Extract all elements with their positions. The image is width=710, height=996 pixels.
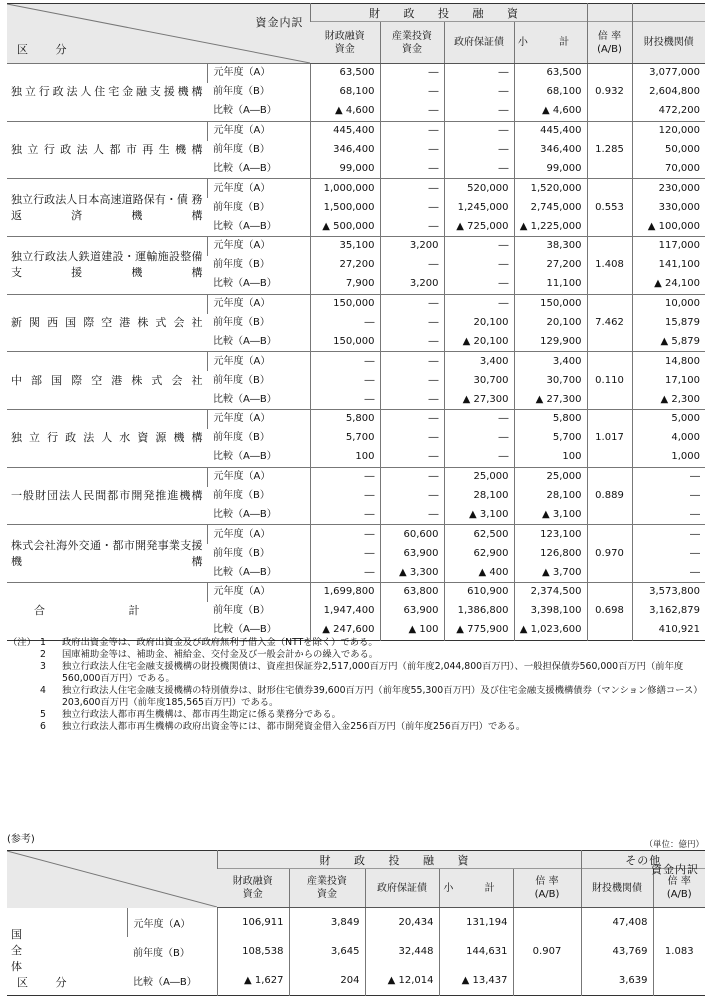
ref-cell: 131,194 <box>439 908 513 938</box>
header-yushi: 財政融資 資金 <box>310 22 380 64</box>
value-cell: 3,398,100 <box>514 602 587 621</box>
value-cell: ― <box>380 467 444 486</box>
note-lead <box>8 649 40 661</box>
value-cell: 63,500 <box>514 64 587 83</box>
note-text: 独立行政法人都市再生機構は、都市再生勘定に係る業務分である。 <box>62 709 341 720</box>
value-cell: 17,100 <box>632 371 705 390</box>
value-cell: 20,100 <box>444 314 514 333</box>
value-cell: ― <box>380 198 444 217</box>
value-cell: 28,100 <box>444 487 514 506</box>
value-cell: 150,000 <box>310 332 380 351</box>
note-lead: （注） <box>8 637 36 648</box>
value-cell: ― <box>310 352 380 371</box>
ratio-cell: 0.970 <box>587 525 632 583</box>
ref-header-corner-top: 資金内訳 <box>651 862 699 876</box>
header-shokei: 小 計 <box>514 22 587 64</box>
row-label: 前年度（B） <box>213 605 270 617</box>
row-label: 元年度（A） <box>207 64 310 83</box>
value-cell: ― <box>444 159 514 178</box>
value-cell: ― <box>444 410 514 429</box>
value-cell: ― <box>310 525 380 544</box>
value-cell: 5,700 <box>310 429 380 448</box>
value-cell: ― <box>632 544 705 563</box>
value-cell: ― <box>632 505 705 524</box>
ref-cell: ▲ 1,627 <box>217 966 289 996</box>
table-row <box>7 352 705 371</box>
value-cell: ▲ 4,600 <box>514 102 587 121</box>
value-cell: 30,700 <box>444 371 514 390</box>
value-cell: ― <box>380 505 444 524</box>
value-cell: ― <box>380 64 444 83</box>
value-cell: ― <box>380 448 444 467</box>
row-label: 前年度（B） <box>213 86 270 98</box>
value-cell: 62,900 <box>444 544 514 563</box>
ref-header-sangyo: 産業投資 資金 <box>289 869 365 908</box>
header-corner-bottom: 区 分 <box>17 43 79 56</box>
value-cell: 346,400 <box>514 141 587 160</box>
ref-row-label: 元年度（A） <box>127 908 217 938</box>
ratio-cell: 1.408 <box>587 237 632 295</box>
value-cell: 1,500,000 <box>310 198 380 217</box>
value-cell: ― <box>380 390 444 409</box>
value-cell: ― <box>444 448 514 467</box>
value-cell: ▲ 1,023,600 <box>514 621 587 640</box>
value-cell: ― <box>444 102 514 121</box>
value-cell: 445,400 <box>514 121 587 140</box>
note-number: 4 <box>40 685 46 696</box>
ratio-cell: 0.932 <box>587 64 632 122</box>
value-cell: ― <box>380 332 444 351</box>
value-cell: 141,100 <box>632 256 705 275</box>
header-corner <box>7 4 310 64</box>
row-label: 元年度（A） <box>207 583 310 602</box>
notes <box>8 637 704 733</box>
row-label: 比較（A―B） <box>213 508 277 520</box>
note-text: 独立行政法人住宅金融支援機構の特別債券は、財形住宅債券39,600百万円（前年度55,300百万円）及び住宅金融支援機構債券（マンション修繕コース）203,600百万円（前年度185,565百万円）である。 <box>62 685 703 708</box>
value-cell: 10,000 <box>632 294 705 313</box>
value-cell: 126,800 <box>514 544 587 563</box>
value-cell: ― <box>380 141 444 160</box>
value-cell: ― <box>380 83 444 102</box>
value-cell: ― <box>380 217 444 236</box>
value-cell: 346,400 <box>310 141 380 160</box>
value-cell: 11,100 <box>514 275 587 294</box>
value-cell: ▲ 725,000 <box>444 217 514 236</box>
row-label: 前年度（B） <box>213 490 270 502</box>
ref-cell: 3,639 <box>581 966 653 996</box>
row-label: 元年度（A） <box>207 294 310 313</box>
value-cell: ▲ 400 <box>444 563 514 582</box>
table-row <box>7 64 705 83</box>
value-cell: 445,400 <box>310 121 380 140</box>
value-cell: 330,000 <box>632 198 705 217</box>
header-sangyo: 産業投資 資金 <box>380 22 444 64</box>
ratio-cell: 1.017 <box>587 410 632 468</box>
org-name: 独立行政法人日本高速道路保有・債 務 返 済 機 構 <box>7 179 207 237</box>
value-cell: ― <box>444 237 514 256</box>
ref-cell: 106,911 <box>217 908 289 938</box>
ref-cell: 144,631 <box>439 937 513 966</box>
value-cell: 3,077,000 <box>632 64 705 83</box>
value-cell: 2,745,000 <box>514 198 587 217</box>
row-label: 比較（A―B） <box>213 278 277 290</box>
row-label: 元年度（A） <box>207 525 310 544</box>
row-label: 比較（A―B） <box>213 566 277 578</box>
ratio-cell: 0.553 <box>587 179 632 237</box>
value-cell: ― <box>310 467 380 486</box>
row-label: 比較（A―B） <box>213 624 277 636</box>
value-cell: 3,200 <box>380 237 444 256</box>
value-cell: ― <box>310 563 380 582</box>
note-number: 2 <box>40 649 46 660</box>
value-cell: 5,800 <box>310 410 380 429</box>
row-label: 前年度（B） <box>213 547 270 559</box>
value-cell: ― <box>310 487 380 506</box>
org-name: 独立行政法人水資源機構 <box>7 410 207 468</box>
main-table-body <box>7 64 705 641</box>
value-cell: 38,300 <box>514 237 587 256</box>
row-label: 比較（A―B） <box>213 335 277 347</box>
row-label: 元年度（A） <box>207 179 310 198</box>
value-cell: 7,900 <box>310 275 380 294</box>
value-cell: 28,100 <box>514 487 587 506</box>
value-cell: 1,699,800 <box>310 583 380 602</box>
value-cell: 123,100 <box>514 525 587 544</box>
value-cell: ― <box>444 83 514 102</box>
value-cell: 35,100 <box>310 237 380 256</box>
value-cell: 2,604,800 <box>632 83 705 102</box>
row-label: 前年度（B） <box>213 201 270 213</box>
value-cell: ― <box>310 314 380 333</box>
ratio-cell: 1.285 <box>587 121 632 179</box>
ref-header-shokei: 小 計 <box>439 869 513 908</box>
value-cell: 14,800 <box>632 352 705 371</box>
value-cell: ― <box>632 467 705 486</box>
value-cell: ▲ 775,900 <box>444 621 514 640</box>
table-row <box>7 294 705 313</box>
table-row <box>7 467 705 486</box>
table-row <box>7 237 705 256</box>
value-cell: 1,947,400 <box>310 602 380 621</box>
ratio-cell: 0.698 <box>587 583 632 641</box>
header-blank-ratio <box>587 4 632 22</box>
ref-header-other-group: その他 <box>581 851 705 869</box>
value-cell: 62,500 <box>444 525 514 544</box>
row-label: 前年度（B） <box>213 144 270 155</box>
ref-org-name: 国 全 体 <box>11 928 52 974</box>
value-cell: ― <box>380 487 444 506</box>
value-cell: 5,700 <box>514 429 587 448</box>
table-row <box>7 179 705 198</box>
org-name: 新関西国際空港株式会社 <box>7 294 207 352</box>
header-corner-top: 資金内訳 <box>255 16 304 29</box>
org-name: 合 計 <box>7 583 207 641</box>
note-text: 独立行政法人住宅金融支援機構の財投機関債は、資産担保証券2,517,000百万円（前年度2,044,800百万円）、一般担保債券560,000百万円（前年度560,000百万円）である。 <box>62 661 684 684</box>
value-cell: ― <box>380 294 444 313</box>
value-cell: 63,800 <box>380 583 444 602</box>
reference-title: (参考) <box>7 834 35 845</box>
note-number: 3 <box>40 661 46 672</box>
note-item <box>8 661 704 685</box>
table-row <box>7 525 705 544</box>
ref-ratio2: 1.083 <box>653 908 705 996</box>
value-cell: 150,000 <box>514 294 587 313</box>
ref-row-label: 比較（A―B） <box>133 977 197 988</box>
ref-ratio: 0.907 <box>513 908 581 996</box>
value-cell: ― <box>310 544 380 563</box>
value-cell: 472,200 <box>632 102 705 121</box>
value-cell: ― <box>444 275 514 294</box>
value-cell: 30,700 <box>514 371 587 390</box>
value-cell: ▲ 100 <box>380 621 444 640</box>
value-cell: 150,000 <box>310 294 380 313</box>
value-cell: ▲ 4,600 <box>310 102 380 121</box>
row-label: 比較（A―B） <box>213 105 277 117</box>
reference-unit: （単位：億円） <box>644 840 704 850</box>
value-cell: ― <box>380 102 444 121</box>
value-cell: 3,573,800 <box>632 583 705 602</box>
value-cell: 63,900 <box>380 602 444 621</box>
value-cell: ― <box>632 563 705 582</box>
ratio-cell: 7.462 <box>587 294 632 352</box>
value-cell: 2,374,500 <box>514 583 587 602</box>
row-label: 前年度（B） <box>213 259 270 271</box>
note-item <box>8 721 704 733</box>
value-cell: 63,500 <box>310 64 380 83</box>
row-label: 元年度（A） <box>207 352 310 371</box>
ref-header-kikan: 財投機関債 <box>581 869 653 908</box>
header-kikan: 財投機関債 <box>632 22 705 64</box>
row-label: 比較（A―B） <box>213 162 277 174</box>
value-cell: ― <box>444 121 514 140</box>
ref-cell: 47,408 <box>581 908 653 938</box>
value-cell: ▲ 247,600 <box>310 621 380 640</box>
table-row <box>7 583 705 602</box>
value-cell: ― <box>632 487 705 506</box>
value-cell: ― <box>380 256 444 275</box>
value-cell: ▲ 2,300 <box>632 390 705 409</box>
row-label: 元年度（A） <box>207 237 310 256</box>
value-cell: ― <box>380 179 444 198</box>
row-label: 比較（A―B） <box>213 393 277 405</box>
value-cell: 3,400 <box>444 352 514 371</box>
value-cell: 100 <box>310 448 380 467</box>
header-hosho: 政府保証債 <box>444 22 514 64</box>
value-cell: ― <box>380 159 444 178</box>
value-cell: ― <box>380 410 444 429</box>
value-cell: 68,100 <box>310 83 380 102</box>
ref-header-bairitsu: 倍 率 (A/B) <box>513 869 581 908</box>
row-label: 比較（A―B） <box>213 451 277 463</box>
value-cell: ▲ 3,700 <box>514 563 587 582</box>
value-cell: 230,000 <box>632 179 705 198</box>
value-cell: 3,200 <box>380 275 444 294</box>
value-cell: 1,386,800 <box>444 602 514 621</box>
ref-header-bairitsu2: 倍 率 (A/B) <box>653 869 705 908</box>
value-cell: 1,520,000 <box>514 179 587 198</box>
value-cell: 27,200 <box>310 256 380 275</box>
ref-cell: 43,769 <box>581 937 653 966</box>
value-cell: 3,162,879 <box>632 602 705 621</box>
row-label: 元年度（A） <box>207 121 310 140</box>
row-label: 前年度（B） <box>213 317 270 329</box>
value-cell: ― <box>380 429 444 448</box>
value-cell: ― <box>380 314 444 333</box>
value-cell: 520,000 <box>444 179 514 198</box>
value-cell: ― <box>380 352 444 371</box>
value-cell: ― <box>444 429 514 448</box>
ref-header-yushi: 財政融資 資金 <box>217 869 289 908</box>
value-cell: 1,000 <box>632 448 705 467</box>
org-name: 株式会社海外交通・都市開発事業支援機構 <box>7 525 207 583</box>
org-name: 独立行政法人住宅金融支援機構 <box>7 64 207 122</box>
ref-cell: 3,645 <box>289 937 365 966</box>
header-bairitsu: 倍 率 (A/B) <box>587 22 632 64</box>
note-number: 6 <box>40 721 46 732</box>
value-cell: ― <box>380 121 444 140</box>
value-cell: ― <box>632 525 705 544</box>
value-cell: 1,245,000 <box>444 198 514 217</box>
value-cell: 129,900 <box>514 332 587 351</box>
note-lead <box>8 721 40 733</box>
value-cell: ― <box>444 256 514 275</box>
value-cell: 25,000 <box>444 467 514 486</box>
value-cell: 60,600 <box>380 525 444 544</box>
header-blank-kikan <box>632 4 705 22</box>
value-cell: ▲ 5,879 <box>632 332 705 351</box>
value-cell: 4,000 <box>632 429 705 448</box>
value-cell: ▲ 3,100 <box>444 505 514 524</box>
ref-cell: ▲ 13,437 <box>439 966 513 996</box>
ref-row-label: 前年度（B） <box>133 948 190 959</box>
value-cell: ― <box>444 64 514 83</box>
value-cell: ▲ 500,000 <box>310 217 380 236</box>
note-lead <box>8 661 40 685</box>
ref-cell: 3,849 <box>289 908 365 938</box>
ref-header-hosho: 政府保証債 <box>365 869 439 908</box>
value-cell: ― <box>444 294 514 313</box>
value-cell: 20,100 <box>514 314 587 333</box>
value-cell: 410,921 <box>632 621 705 640</box>
header-zaito-group: 財 政 投 融 資 <box>310 4 587 22</box>
value-cell: ▲ 20,100 <box>444 332 514 351</box>
note-item <box>8 649 704 661</box>
ratio-cell: 0.889 <box>587 467 632 525</box>
value-cell: ▲ 24,100 <box>632 275 705 294</box>
value-cell: 3,400 <box>514 352 587 371</box>
value-cell: 25,000 <box>514 467 587 486</box>
note-number: 1 <box>40 637 46 648</box>
note-text: 国庫補助金等は、補助金、補給金、交付金及び一般会計からの繰入である。 <box>62 649 379 660</box>
value-cell: ― <box>310 371 380 390</box>
table-row <box>7 121 705 140</box>
note-number: 5 <box>40 709 46 720</box>
value-cell: ▲ 100,000 <box>632 217 705 236</box>
row-label: 元年度（A） <box>207 467 310 486</box>
row-label: 前年度（B） <box>213 374 270 386</box>
table-row <box>7 410 705 429</box>
org-name: 一般財団法人民間都市開発推進機構 <box>7 467 207 525</box>
org-name: 中部国際空港株式会社 <box>7 352 207 410</box>
value-cell: 99,000 <box>514 159 587 178</box>
ref-header-zaito-group: 財 政 投 融 資 <box>217 851 581 869</box>
note-lead <box>8 709 40 721</box>
ratio-cell: 0.110 <box>587 352 632 410</box>
row-label: 前年度（B） <box>213 432 270 444</box>
note-text: 独立行政法人都市再生機構の政府出資金等には、都市開発資金借入金256百万円（前年度256百万円）である。 <box>62 721 526 732</box>
value-cell: 120,000 <box>632 121 705 140</box>
note-item <box>8 709 704 721</box>
value-cell: ▲ 3,300 <box>380 563 444 582</box>
ref-cell: 108,538 <box>217 937 289 966</box>
value-cell: ― <box>380 371 444 390</box>
value-cell: 610,900 <box>444 583 514 602</box>
row-label: 比較（A―B） <box>213 220 277 232</box>
value-cell: ▲ 1,225,000 <box>514 217 587 236</box>
org-name: 独立行政法人都市再生機構 <box>7 121 207 179</box>
value-cell: 27,200 <box>514 256 587 275</box>
row-label: 元年度（A） <box>207 410 310 429</box>
value-cell: 1,000,000 <box>310 179 380 198</box>
ref-corner-diagonal <box>7 851 217 907</box>
note-lead <box>8 685 40 709</box>
value-cell: 63,900 <box>380 544 444 563</box>
value-cell: 117,000 <box>632 237 705 256</box>
value-cell: 15,879 <box>632 314 705 333</box>
value-cell: 68,100 <box>514 83 587 102</box>
ref-header-corner-bottom: 区 分 <box>17 975 79 989</box>
main-table <box>7 3 705 641</box>
value-cell: 5,000 <box>632 410 705 429</box>
value-cell: ― <box>310 390 380 409</box>
value-cell: ▲ 27,300 <box>444 390 514 409</box>
value-cell: ▲ 3,100 <box>514 505 587 524</box>
value-cell: ▲ 27,300 <box>514 390 587 409</box>
value-cell: ― <box>310 505 380 524</box>
note-text: 政府出資金等は、政府出資金及び政府無利子借入金（NTTを除く）である。 <box>62 637 378 648</box>
note-item <box>8 685 704 709</box>
ref-cell: 32,448 <box>365 937 439 966</box>
ref-cell: 20,434 <box>365 908 439 938</box>
value-cell: 99,000 <box>310 159 380 178</box>
value-cell: ― <box>444 141 514 160</box>
value-cell: 70,000 <box>632 159 705 178</box>
ref-cell: 204 <box>289 966 365 996</box>
value-cell: 5,800 <box>514 410 587 429</box>
org-name: 独立行政法人鉄道建設・運輸施設整備支援機構 <box>7 237 207 295</box>
note-item <box>8 637 704 649</box>
reference-table <box>7 850 705 996</box>
value-cell: 100 <box>514 448 587 467</box>
ref-cell: ▲ 12,014 <box>365 966 439 996</box>
value-cell: 50,000 <box>632 141 705 160</box>
